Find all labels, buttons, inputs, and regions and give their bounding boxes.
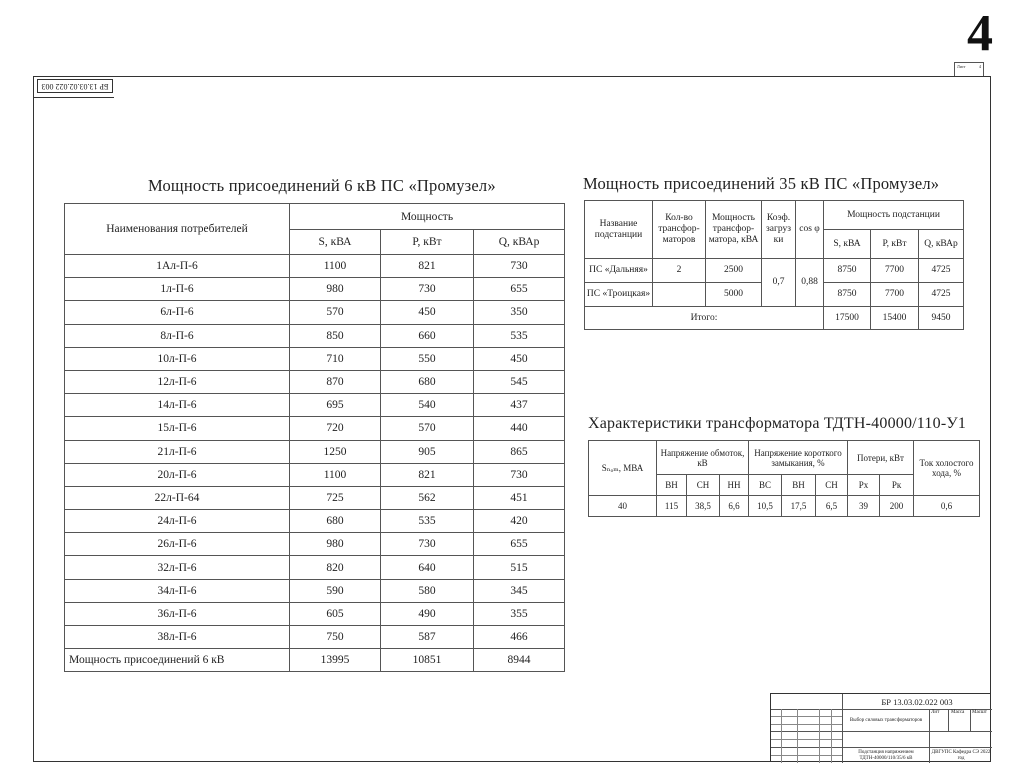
value-sn2: 6,5 xyxy=(816,496,848,517)
value-rk: 200 xyxy=(880,496,914,517)
transformer-power: 5000 xyxy=(706,283,762,307)
total-q: 8944 xyxy=(474,649,565,672)
power-s: 1100 xyxy=(290,255,381,278)
value-rx: 39 xyxy=(848,496,880,517)
table3-title: Характеристики трансформатора ТДТН-40000/110-У1 xyxy=(588,415,967,432)
value-vs: 10,5 xyxy=(749,496,782,517)
load-factor: 0,7 xyxy=(762,259,796,307)
power-s: 820 xyxy=(290,556,381,579)
power-p: 450 xyxy=(381,301,474,324)
table-row xyxy=(65,347,565,370)
table-row xyxy=(65,255,565,278)
header-q: Q, кВАр xyxy=(919,230,964,259)
total-label: Итого: xyxy=(585,307,824,330)
header-s: S, кВА xyxy=(824,230,871,259)
table1-title: Мощность присоединений 6 кВ ПС «Промузел» xyxy=(148,176,496,195)
header-short-circuit: Напряжение короткого замыкания, % xyxy=(749,441,848,475)
power-p: 540 xyxy=(381,394,474,417)
header-s: S, кВА xyxy=(290,230,381,255)
power-s: 980 xyxy=(290,278,381,301)
table-row-total xyxy=(585,307,964,330)
header-q: Q, кВАр xyxy=(474,230,565,255)
transformer-count xyxy=(653,283,706,307)
power-p: 570 xyxy=(381,417,474,440)
table2-title: Мощность присоединений 35 кВ ПС «Промузел» xyxy=(583,174,940,193)
title-block-sheet-title: Подстанция напряжением ТДТН-40000/110/35/6 кВ xyxy=(858,750,914,761)
consumer-name: 12л-П-6 xyxy=(65,370,290,393)
header-vs: ВС xyxy=(749,475,782,496)
header-transformer-count: Кол-во трансфор-маторов xyxy=(653,201,706,259)
consumer-name: 38л-П-6 xyxy=(65,626,290,649)
total-q: 9450 xyxy=(919,307,964,330)
consumer-name: 36л-П-6 xyxy=(65,602,290,625)
value-nn: 6,6 xyxy=(720,496,749,517)
consumer-name: 1Ал-П-6 xyxy=(65,255,290,278)
header-power: Мощность xyxy=(290,204,565,230)
header-rk: Рк xyxy=(880,475,914,496)
table-row xyxy=(65,510,565,533)
total-s: 17500 xyxy=(824,307,871,330)
power-s: 590 xyxy=(290,579,381,602)
corner-label: Лист xyxy=(957,64,966,69)
header-consumer-name: Наименования потребителей xyxy=(65,204,290,255)
power-q: 865 xyxy=(474,440,565,463)
value-idle-current: 0,6 xyxy=(914,496,980,517)
power-q: 440 xyxy=(474,417,565,440)
power-q: 4725 xyxy=(919,259,964,283)
total-s: 13995 xyxy=(290,649,381,672)
title-block-lit: Лит xyxy=(931,710,940,715)
cos-phi: 0,88 xyxy=(796,259,824,307)
table-row xyxy=(65,602,565,625)
power-p: 730 xyxy=(381,278,474,301)
table-row xyxy=(65,533,565,556)
power-p: 7700 xyxy=(871,259,919,283)
table-35kv-connections xyxy=(584,200,964,330)
power-p: 562 xyxy=(381,486,474,509)
power-q: 350 xyxy=(474,301,565,324)
power-s: 1100 xyxy=(290,463,381,486)
corner-value: 4 xyxy=(979,64,981,69)
header-substation-name: Название подстанции xyxy=(585,201,653,259)
header-substation-power: Мощность подстанции xyxy=(824,201,964,230)
header-transformer-power: Мощность трансфор-матора, кВА xyxy=(706,201,762,259)
header-idle-current: Ток холостого хода, % xyxy=(914,441,980,496)
drawing-title-block xyxy=(770,693,991,762)
consumer-name: 21л-П-6 xyxy=(65,440,290,463)
consumer-name: 20л-П-6 xyxy=(65,463,290,486)
power-q: 420 xyxy=(474,510,565,533)
power-q: 355 xyxy=(474,602,565,625)
header-sn2: СН xyxy=(816,475,848,496)
power-p: 905 xyxy=(381,440,474,463)
rotated-document-stamp: БР 13.03.02.022 003 xyxy=(37,79,113,93)
consumer-name: 24л-П-6 xyxy=(65,510,290,533)
title-block-mass: Масса xyxy=(951,710,965,715)
consumer-name: 22л-П-64 xyxy=(65,486,290,509)
table-row xyxy=(589,496,980,517)
power-q: 535 xyxy=(474,324,565,347)
consumer-name: 15л-П-6 xyxy=(65,417,290,440)
power-p: 490 xyxy=(381,602,474,625)
power-q: 515 xyxy=(474,556,565,579)
consumer-name: 10л-П-6 xyxy=(65,347,290,370)
table-row xyxy=(65,394,565,417)
power-q: 466 xyxy=(474,626,565,649)
sheet-divider xyxy=(34,97,114,98)
sheet-corner-box xyxy=(954,62,984,76)
value-sn: 38,5 xyxy=(687,496,720,517)
consumer-name: 8л-П-6 xyxy=(65,324,290,347)
value-vn2: 17,5 xyxy=(782,496,816,517)
power-p: 580 xyxy=(381,579,474,602)
title-block-scale: Масшт xyxy=(972,710,987,715)
header-sn: СН xyxy=(687,475,720,496)
power-p: 640 xyxy=(381,556,474,579)
power-s: 1250 xyxy=(290,440,381,463)
power-s: 695 xyxy=(290,394,381,417)
total-label: Мощность присоединений 6 кВ xyxy=(65,649,290,672)
table-row xyxy=(65,278,565,301)
table-row xyxy=(65,301,565,324)
header-winding-voltage: Напряжение обмоток, кВ xyxy=(657,441,749,475)
power-s: 8750 xyxy=(824,283,871,307)
table-row xyxy=(65,417,565,440)
power-p: 587 xyxy=(381,626,474,649)
power-p: 821 xyxy=(381,255,474,278)
total-p: 10851 xyxy=(381,649,474,672)
power-p: 660 xyxy=(381,324,474,347)
power-s: 680 xyxy=(290,510,381,533)
power-s: 570 xyxy=(290,301,381,324)
substation-name: ПС «Троицкая» xyxy=(585,283,653,307)
header-vn2: ВН xyxy=(782,475,816,496)
header-nn: НН xyxy=(720,475,749,496)
header-load-factor: Коэф. загруз ки xyxy=(762,201,796,259)
power-q: 730 xyxy=(474,255,565,278)
header-losses: Потери, кВт xyxy=(848,441,914,475)
power-s: 605 xyxy=(290,602,381,625)
power-s: 980 xyxy=(290,533,381,556)
power-p: 730 xyxy=(381,533,474,556)
power-q: 4725 xyxy=(919,283,964,307)
power-s: 725 xyxy=(290,486,381,509)
power-q: 437 xyxy=(474,394,565,417)
table-row-total xyxy=(65,649,565,672)
power-q: 545 xyxy=(474,370,565,393)
power-s: 8750 xyxy=(824,259,871,283)
header-vn: ВН xyxy=(657,475,687,496)
header-rx: Рх xyxy=(848,475,880,496)
power-p: 535 xyxy=(381,510,474,533)
power-s: 710 xyxy=(290,347,381,370)
consumer-name: 1л-П-6 xyxy=(65,278,290,301)
consumer-name: 32л-П-6 xyxy=(65,556,290,579)
consumer-name: 34л-П-6 xyxy=(65,579,290,602)
power-q: 345 xyxy=(474,579,565,602)
title-block-organization: ДВГУПС Кафедра СЭ 2022 год xyxy=(931,750,991,761)
header-s-nom: Sₙₒₘ, МВА xyxy=(589,441,657,496)
power-q: 451 xyxy=(474,486,565,509)
table-row xyxy=(65,463,565,486)
power-p: 550 xyxy=(381,347,474,370)
table-row xyxy=(65,579,565,602)
power-s: 870 xyxy=(290,370,381,393)
value-vn: 115 xyxy=(657,496,687,517)
power-p: 7700 xyxy=(871,283,919,307)
power-q: 655 xyxy=(474,278,565,301)
header-p: P, кВт xyxy=(871,230,919,259)
total-p: 15400 xyxy=(871,307,919,330)
page-number: 4 xyxy=(967,5,993,62)
header-p: P, кВт xyxy=(381,230,474,255)
power-s: 750 xyxy=(290,626,381,649)
transformer-count: 2 xyxy=(653,259,706,283)
table-row xyxy=(65,626,565,649)
value-s-nom: 40 xyxy=(589,496,657,517)
power-q: 655 xyxy=(474,533,565,556)
header-cos-phi: cos φ xyxy=(796,201,824,259)
title-block-work-title: Выбор силовых трансформаторов xyxy=(849,718,923,723)
substation-name: ПС «Дальняя» xyxy=(585,259,653,283)
title-block-code: БР 13.03.02.022 003 xyxy=(881,697,953,707)
power-p: 680 xyxy=(381,370,474,393)
table-row xyxy=(65,556,565,579)
consumer-name: 6л-П-6 xyxy=(65,301,290,324)
table-row xyxy=(65,370,565,393)
power-s: 850 xyxy=(290,324,381,347)
table-row xyxy=(65,440,565,463)
table-row xyxy=(65,486,565,509)
table-6kv-connections xyxy=(64,203,565,672)
power-s: 720 xyxy=(290,417,381,440)
transformer-power: 2500 xyxy=(706,259,762,283)
table-row xyxy=(65,324,565,347)
consumer-name: 14л-П-6 xyxy=(65,394,290,417)
power-p: 821 xyxy=(381,463,474,486)
consumer-name: 26л-П-6 xyxy=(65,533,290,556)
table-transformer-characteristics xyxy=(588,440,980,517)
power-q: 450 xyxy=(474,347,565,370)
power-q: 730 xyxy=(474,463,565,486)
table-row xyxy=(585,259,964,283)
